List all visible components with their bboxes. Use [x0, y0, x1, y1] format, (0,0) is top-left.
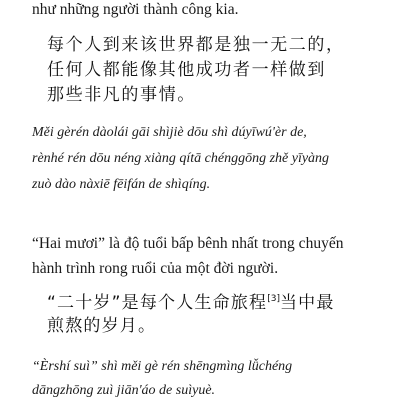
chinese-line — [47, 286, 335, 313]
chinese-line: 任何人都能像其他成功者一样做到 — [47, 60, 326, 80]
vietnamese-line: hành trình rong ruổi của một đời người. — [32, 260, 279, 277]
chinese-line: 那些非凡的事情。 — [47, 85, 196, 105]
vietnamese-line: “Hai mươi” là độ tuổi bấp bênh nhất trong chuyến — [32, 235, 344, 252]
pinyin-line: Měi gèrén dàolái gāi shìjiè dōu shì dúyīwú'èr de, — [32, 125, 307, 140]
chinese-line: 每个人到来该世界都是独一无二的， — [47, 35, 345, 55]
vietnamese-text-top — [32, 0, 398, 22]
chinese-paragraph-2 — [47, 286, 335, 340]
pinyin-line: rènhé rén dōu néng xiàng qítā chénggōng zhě yīyàng — [32, 151, 330, 166]
chinese-text: 当中最 — [279, 293, 335, 313]
footnote-reference: [3] — [267, 294, 280, 304]
pinyin-line: zuò dào nàxiē fēifán de shìqíng. — [32, 177, 211, 192]
vietnamese-line: như những người thành công kia. — [32, 1, 239, 18]
chinese-paragraph-1 — [47, 33, 345, 108]
vietnamese-paragraph-2 — [32, 231, 398, 281]
pinyin-paragraph-2 — [32, 355, 398, 403]
chinese-text: “二十岁”是每个人生命旅程 — [47, 293, 268, 313]
chinese-line: 煎熬的岁月。 — [47, 316, 157, 336]
pinyin-line: dāngzhōng zuì jiān'áo de suìyuè. — [32, 383, 216, 398]
pinyin-line: “Èrshí suì” shì měi gè rén shēngmìng lǚchéng — [32, 359, 293, 374]
pinyin-paragraph-1 — [32, 120, 398, 198]
